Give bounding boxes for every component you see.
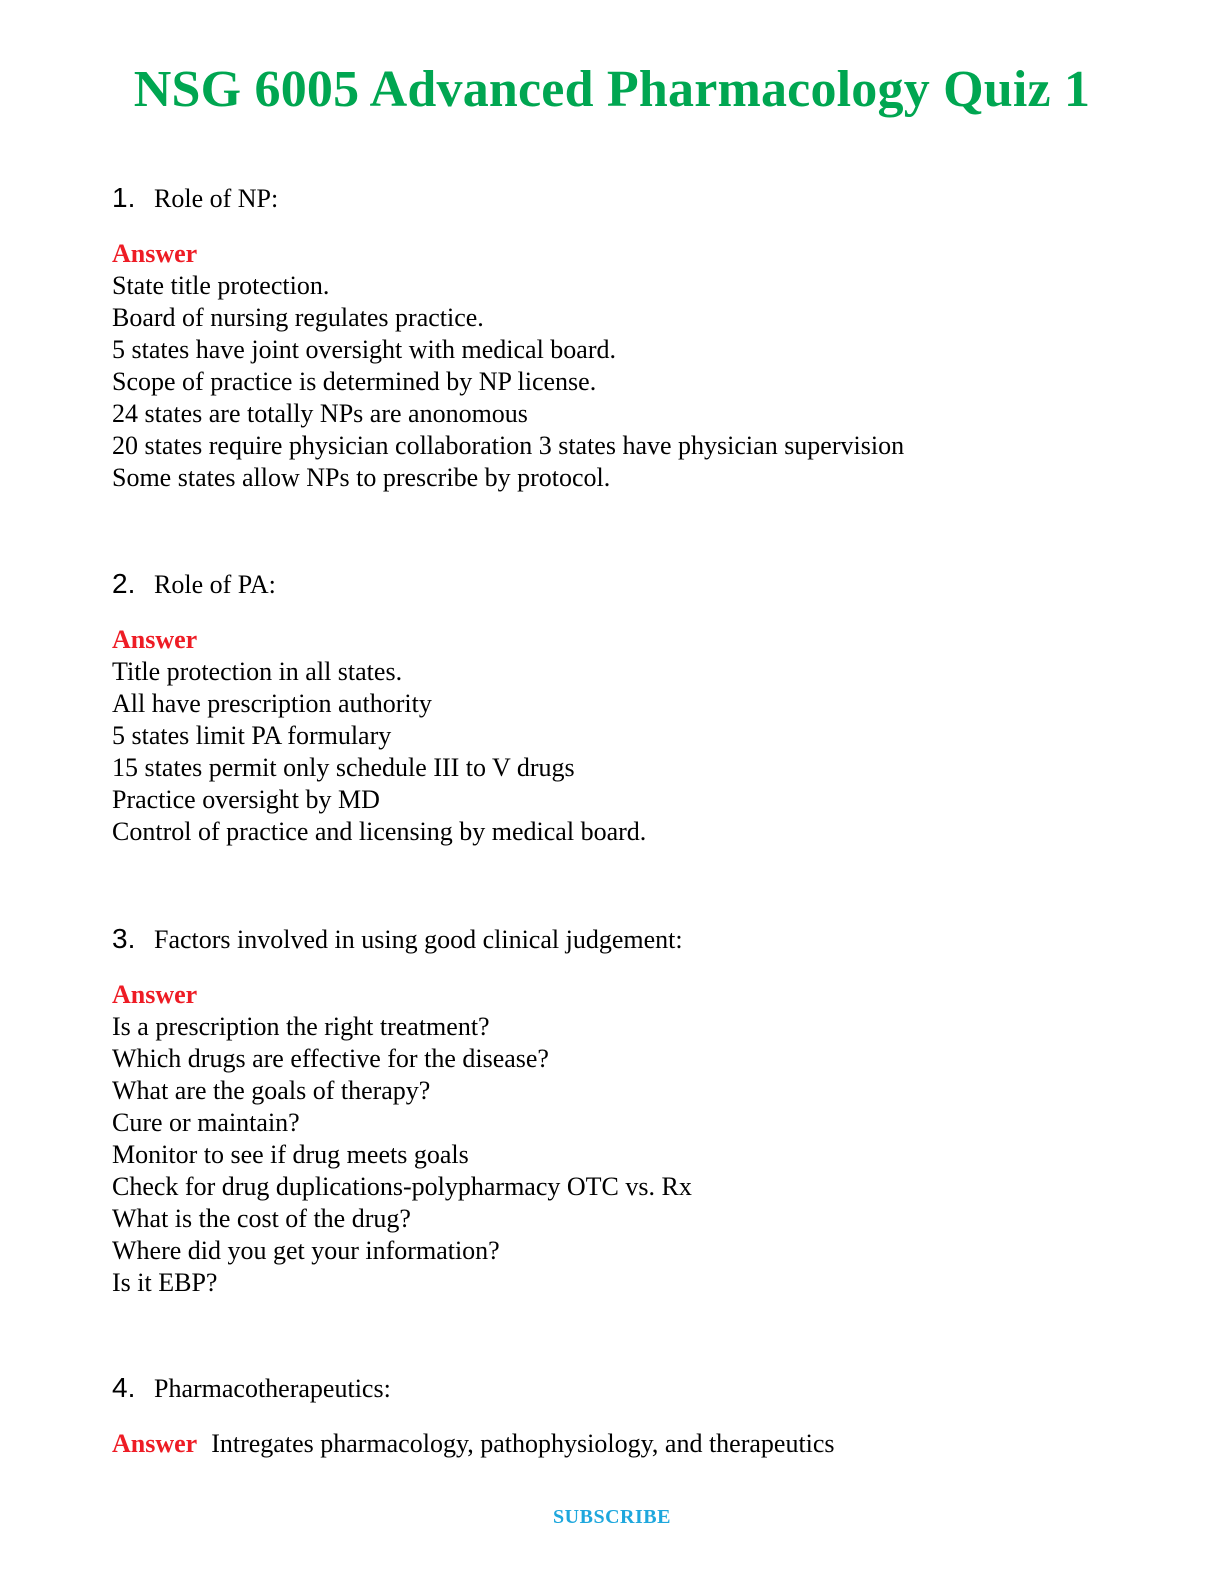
subscribe-link[interactable]: SUBSCRIBE xyxy=(553,1506,671,1528)
question-prompt: Pharmacotherapeutics: xyxy=(154,1374,391,1403)
answer-line: Control of practice and licensing by medical board. xyxy=(112,817,647,846)
question-prompt: Factors involved in using good clinical judgement: xyxy=(154,925,683,954)
answer-list xyxy=(112,270,1132,494)
answer-label: Answer xyxy=(112,625,198,654)
answer-list xyxy=(112,656,1132,848)
answer-label: Answer xyxy=(112,1429,198,1458)
answer-label: Answer xyxy=(112,980,198,1009)
answer-line: 20 states require physician collaboration 3 states have physician supervision xyxy=(112,431,905,460)
answer-line: Some states allow NPs to prescribe by protocol. xyxy=(112,463,611,492)
answer-line: 5 states have joint oversight with medical board. xyxy=(112,335,616,364)
answer-line: Is it EBP? xyxy=(112,1268,218,1297)
inline-answer xyxy=(112,1428,1132,1460)
question-number: 3. xyxy=(112,923,136,954)
question-header xyxy=(112,919,1132,959)
answer-label: Answer xyxy=(112,239,198,268)
answer-line: 15 states permit only schedule III to V drugs xyxy=(112,753,575,782)
answer-line: Is a prescription the right treatment? xyxy=(112,1012,490,1041)
answer-line: Scope of practice is determined by NP license. xyxy=(112,367,597,396)
question-2 xyxy=(112,564,1132,848)
answer-line: 5 states limit PA formulary xyxy=(112,721,392,750)
answer-line: Where did you get your information? xyxy=(112,1236,500,1265)
answer-line: All have prescription authority xyxy=(112,689,432,718)
question-header xyxy=(112,1368,1132,1408)
answer-line: Which drugs are effective for the disease? xyxy=(112,1044,549,1073)
answer-line: Board of nursing regulates practice. xyxy=(112,303,484,332)
question-number: 2. xyxy=(112,568,136,599)
question-header xyxy=(112,178,1132,218)
question-number: 4. xyxy=(112,1372,136,1403)
question-prompt: Role of PA: xyxy=(154,570,276,599)
question-header xyxy=(112,564,1132,604)
answer-text: Intregates pharmacology, pathophysiology, and therapeutics xyxy=(211,1429,835,1458)
answer-line: What are the goals of therapy? xyxy=(112,1076,431,1105)
answer-line: 24 states are totally NPs are anonomous xyxy=(112,399,528,428)
answer-line: Practice oversight by MD xyxy=(112,785,380,814)
question-1 xyxy=(112,178,1132,494)
question-3 xyxy=(112,919,1132,1299)
answer-line: Title protection in all states. xyxy=(112,657,403,686)
answer-line: Cure or maintain? xyxy=(112,1108,300,1137)
question-prompt: Role of NP: xyxy=(154,184,279,213)
question-4 xyxy=(112,1368,1132,1460)
page-title: NSG 6005 Advanced Pharmacology Quiz 1 xyxy=(133,61,1091,118)
answer-line: Monitor to see if drug meets goals xyxy=(112,1140,469,1169)
answer-line: What is the cost of the drug? xyxy=(112,1204,411,1233)
answer-line: Check for drug duplications-polypharmacy OTC vs. Rx xyxy=(112,1172,692,1201)
answer-list xyxy=(112,1011,1132,1299)
answer-line: State title protection. xyxy=(112,271,330,300)
question-number: 1. xyxy=(112,182,136,213)
